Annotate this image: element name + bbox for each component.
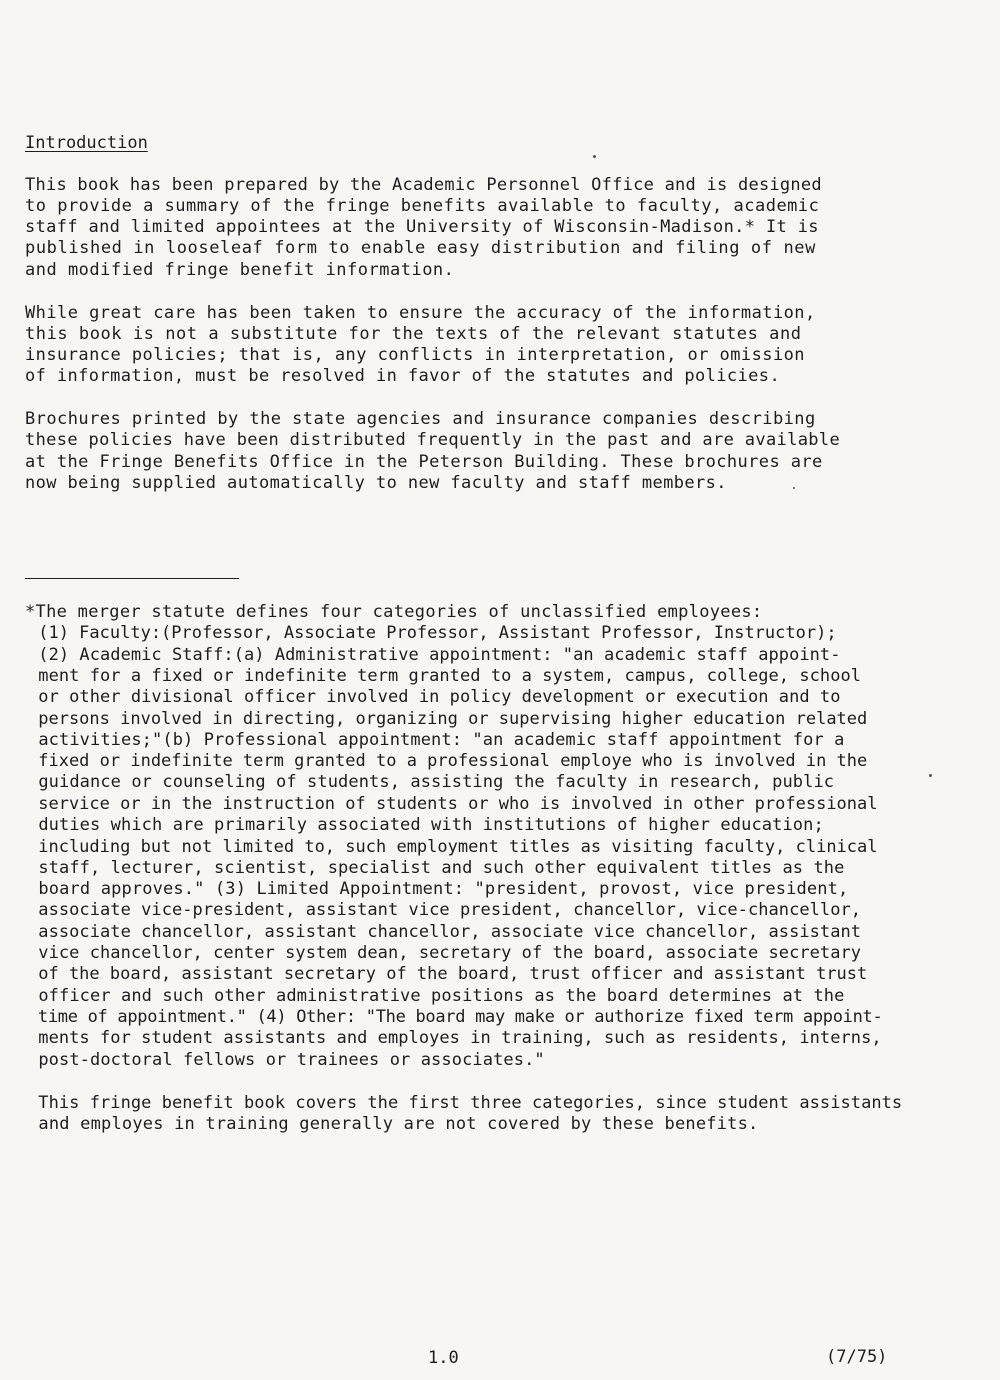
- footnote-line: fixed or indefinite term granted to a professional employe who is involved in the: [28, 751, 868, 771]
- footnote-line: (2) Academic Staff:(a) Administrative appointment: "an academic staff appoint-: [28, 645, 841, 665]
- footnote-line: staff, lecturer, scientist, specialist and such other equivalent titles as the: [28, 858, 845, 878]
- footnote-line: officer and such other administrative positions as the board determines at the: [28, 986, 845, 1006]
- footnote-line: or other divisional officer involved in policy development or execution and to: [28, 687, 841, 707]
- brochures-line: now being supplied automatically to new faculty and staff members.: [25, 473, 727, 493]
- brochures-line: these policies have been distributed frequently in the past and are available: [25, 430, 841, 450]
- section-heading: Introduction: [25, 133, 148, 153]
- footnote-line: post-doctoral fellows or trainees or associates.": [28, 1050, 545, 1070]
- intro-line: staff and limited appointees at the University of Wisconsin-Madison.* It is: [25, 217, 819, 237]
- footnote-line: ment for a fixed or indefinite term granted to a system, campus, college, school: [28, 666, 862, 686]
- footnote-line: service or in the instruction of students or who is involved in other professional: [28, 794, 878, 814]
- intro-line: and modified fringe benefit information.: [25, 260, 455, 280]
- ink-speck: [793, 487, 795, 489]
- footnote-line: board approves." (3) Limited Appointment: "president, provost, vice president,: [28, 879, 849, 899]
- footnote-line: ments for student assistants and employes in training, such as residents, interns,: [28, 1028, 882, 1048]
- intro-line: to provide a summary of the fringe benefits available to faculty, academic: [25, 196, 820, 216]
- footnote-line: including but not limited to, such employment titles as visiting faculty, clinical: [28, 837, 878, 857]
- footnote-line: vice chancellor, center system dean, secretary of the board, associate secretary: [28, 943, 862, 963]
- ink-speck: [593, 155, 596, 158]
- footnote-line: *The merger statute defines four categories of unclassified employees:: [25, 602, 763, 622]
- footnote-line: activities;"(b) Professional appointment: "an academic staff appointment for a: [28, 730, 845, 750]
- coverage-line: This fringe benefit book covers the first three categories, since student assistants: [28, 1093, 903, 1113]
- footnote-line: (1) Faculty:(Professor, Associate Professor, Assistant Professor, Instructor);: [28, 623, 837, 643]
- brochures-line: Brochures printed by the state agencies and insurance companies describing: [25, 409, 816, 429]
- accuracy-line: of information, must be resolved in favor of the statutes and policies.: [25, 366, 781, 386]
- accuracy-line: While great care has been taken to ensure the accuracy of the information,: [25, 303, 816, 323]
- footnote-line: persons involved in directing, organizing or supervising higher education related: [28, 709, 868, 729]
- accuracy-line: insurance policies; that is, any conflicts in interpretation, or omission: [25, 345, 805, 365]
- footnote-line: duties which are primarily associated with institutions of higher education;: [28, 815, 824, 835]
- accuracy-line: this book is not a substitute for the texts of the relevant statutes and: [25, 324, 802, 344]
- brochures-line: at the Fringe Benefits Office in the Peterson Building. These brochures are: [25, 452, 823, 472]
- footnote-line: associate vice-president, assistant vice president, chancellor, vice-chancellor,: [28, 900, 862, 920]
- intro-line: published in looseleaf form to enable easy distribution and filing of new: [25, 238, 816, 258]
- intro-line: This book has been prepared by the Academic Personnel Office and is designed: [25, 175, 822, 195]
- page-number: 1.0: [428, 1348, 459, 1368]
- footnote-separator: [25, 578, 239, 579]
- coverage-line: and employes in training generally are not covered by these benefits.: [28, 1114, 759, 1134]
- footnote-line: time of appointment." (4) Other: "The board may make or authorize fixed term appoint-: [28, 1007, 883, 1027]
- footnote-line: of the board, assistant secretary of the board, trust officer and assistant trust: [28, 964, 868, 984]
- footnote-line: associate chancellor, assistant chancellor, associate vice chancellor, assistant: [28, 922, 862, 942]
- ink-speck: [929, 774, 932, 777]
- footnote-line: guidance or counseling of students, assisting the faculty in research, public: [28, 772, 835, 792]
- revision-date: (7/75): [826, 1347, 888, 1367]
